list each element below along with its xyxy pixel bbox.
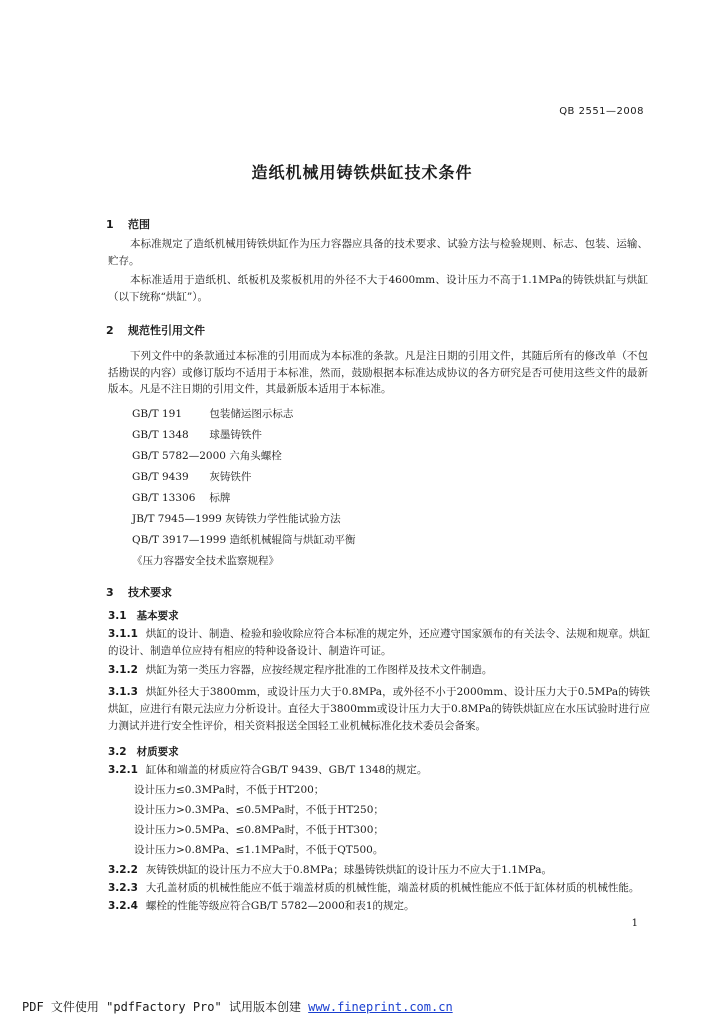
section-title: 范围 <box>128 218 150 231</box>
clause-3-1-2: 3.1.2 烘缸为第一类压力容器，应按经规定程序批准的工作图样及技术文件制造。 <box>108 664 493 676</box>
section-1-paragraph-2: 本标准适用于造纸机、纸板机及浆板机用的外径不大于4600mm、设计压力不高于1.1MPa的铸铁烘缸与烘缸（以下统称“烘缸”）。 <box>108 274 648 303</box>
material-requirement-item: 设计压力>0.5MPa、≤0.8MPa时，不低于HT300； <box>134 824 384 836</box>
clause-3-2-2: 3.2.2 灰铸铁烘缸的设计压力不应大于0.8MPa；球墨铸铁烘缸的设计压力不应大于1.1MPa。 <box>108 864 553 876</box>
document-title: 造纸机械用铸铁烘缸技术条件 <box>251 163 473 182</box>
clause-3-2-3: 3.2.3 大孔盖材质的机械性能应不低于端盖材质的机械性能，端盖材质的机械性能应不低于缸体材质的机械性能。 <box>108 882 640 894</box>
section-number: 1 <box>106 218 114 231</box>
reference-item: 《压力容器安全技术监察规程》 <box>132 555 279 567</box>
pdf-footer <box>22 998 453 1015</box>
reference-item: GB/T 13306 标牌 <box>132 492 231 504</box>
clause-3-2-4: 3.2.4 螺栓的性能等级应符合GB/T 5782—2000和表1的规定。 <box>108 900 415 912</box>
reference-item: GB/T 5782—2000 六角头螺栓 <box>132 450 282 462</box>
section-1-paragraph-1: 本标准规定了造纸机械用铸铁烘缸作为压力容器应具备的技术要求、试验方法与检验规则、标志、包装、运输、贮存。 <box>108 238 648 267</box>
material-requirement-item: 设计压力>0.8MPa、≤1.1MPa时，不低于QT500。 <box>134 844 384 856</box>
subsection-3-2-heading: 3.2 材质要求 <box>108 746 179 758</box>
clause-3-1-1: 3.1.1 烘缸的设计、制造、检验和验收除应符合本标准的规定外，还应遵守国家颁布的有关法令、法规和规章。烘缸的设计、制造单位应持有相应的特种设备设计、制造许可证。 <box>108 628 650 657</box>
reference-item: GB/T 1348 球墨铸铁件 <box>132 429 262 441</box>
section-number: 3 <box>106 586 114 599</box>
reference-item: QB/T 3917—1999 造纸机械辊筒与烘缸动平衡 <box>132 534 356 546</box>
section-title: 规范性引用文件 <box>128 324 205 337</box>
subsection-3-1-heading: 3.1 基本要求 <box>108 610 179 622</box>
footer-link[interactable]: www.fineprint.com.cn <box>308 1000 453 1014</box>
section-1-heading <box>106 216 150 232</box>
section-3-heading <box>106 584 172 600</box>
section-2-heading <box>106 322 205 338</box>
reference-item: GB/T 9439 灰铸铁件 <box>132 471 252 483</box>
material-requirement-item: 设计压力>0.3MPa、≤0.5MPa时，不低于HT250； <box>134 804 384 816</box>
section-2-paragraph-1: 下列文件中的条款通过本标准的引用而成为本标准的条款。凡是注日期的引用文件，其随后所有的修改单（不包括勘误的内容）或修订版均不适用于本标准，然而，鼓励根据本标准达成协议的各方研究是否可使用这些文件的最新版本。凡是不注日期的引用文件，其最新版本适用于本标准。 <box>108 350 648 395</box>
clause-3-1-3: 3.1.3 烘缸外径大于3800mm，或设计压力大于0.8MPa，或外径不小于2000mm、设计压力大于0.5MPa的铸铁烘缸，应进行有限元法应力分析设计。直径大于3800mm或设计压力大于0.8MPa的铸铁烘缸应在水压试验时进行应力测试并进行安全性评价，相关资料报送全国轻工业机械标准化技术委员会备案。 <box>108 686 650 732</box>
standard-number: QB 2551—2008 <box>559 106 644 117</box>
material-requirement-item: 设计压力≤0.3MPa时，不低于HT200； <box>134 784 325 796</box>
reference-item: JB/T 7945—1999 灰铸铁力学性能试验方法 <box>132 513 341 525</box>
footer-text: PDF 文件使用 "pdfFactory Pro" 试用版本创建 <box>22 1000 309 1014</box>
reference-item: GB/T 191 包装储运图示标志 <box>132 408 294 420</box>
page-number: 1 <box>631 918 638 929</box>
clause-3-2-1: 3.2.1 缸体和端盖的材质应符合GB/T 9439、GB/T 1348的规定。 <box>108 764 428 776</box>
section-title: 技术要求 <box>128 586 172 599</box>
section-number: 2 <box>106 324 114 337</box>
